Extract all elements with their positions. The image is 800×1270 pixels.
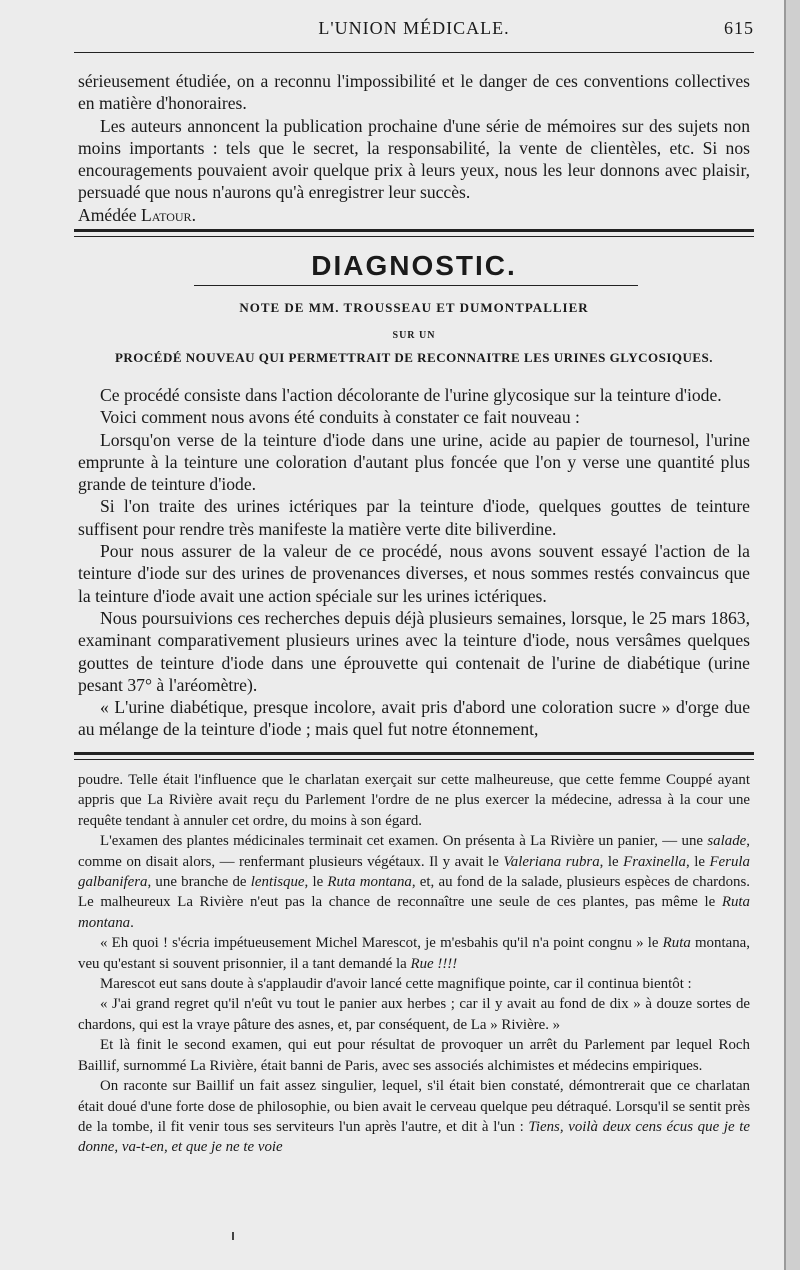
text-run: montana, veu qu'estant si souvent prisonnier, il a tant demandé la (78, 935, 750, 972)
text-run: On raconte sur Baillif un fait assez singulier, lequel, s'il était bien constaté, démontrerait que ce charlatan était doué d'une forte dose de philosophie, ou bien avait le cerveau quelque peu détraqué. Lorsqu'il se sentit près de la tombe, il fit venir tous ses serviteurs l'un après l'autre, et dit à l'un : (78, 1078, 750, 1135)
section-rule-thick (74, 229, 754, 232)
note-subtitle: PROCÉDÉ NOUVEAU QUI PERMETTRAIT DE RECONNAITRE LES URINES GLYCOSIQUES. (114, 350, 714, 365)
section-rule-thin (74, 236, 754, 237)
text-run: « Eh quoi ! s'écria impétueusement Michel Marescot, je m'esbahis qu'il n'a point congnu » le (100, 935, 663, 952)
text-run: , le (599, 853, 624, 870)
italic-run: Fraxinella (623, 853, 686, 870)
running-title: L'UNION MÉDICALE. (318, 18, 510, 38)
section-heading: DIAGNOSTIC. (311, 250, 517, 281)
italic-run: Ferula galbanifera (78, 853, 750, 891)
header-rule (74, 52, 754, 53)
top-paragraph-2: Les auteurs annoncent la publication prochaine d'une série de mémoires sur des sujets non moins importants : tels que le secret, la responsabilité, la vente de clientèles, etc. Si nos encouragements pouvaient avoir quelque prix à leurs yeux, nous les leur donnons avec plaisir, persuadé que nous n'aurons qu'à enregistrer leur succès. (78, 115, 750, 203)
text-run: , une branche de (147, 874, 251, 891)
note-title: NOTE DE MM. TROUSSEAU ET DUMONTPALLIER (239, 300, 589, 315)
italic-run: Valeriana rubra (503, 853, 600, 870)
ink-mark (232, 1232, 234, 1240)
article-paragraph-6: Nous poursuivions ces recherches depuis déjà plusieurs semaines, lorsque, le 25 mars 1863, examinant comparativement plusieurs urines avec la teinture d'iode, nous versâmes quelques gouttes de teinture d'iode dans une éprouvette qui contenait de l'urine de diabétique (urine pesant 37° à l'aréomètre). (78, 607, 750, 695)
article-paragraph-7: « L'urine diabétique, presque incolore, avait pris d'abord une coloration sucre » d'orge due au mélange de la teinture d'iode ; mais quel fut notre étonnement, (78, 697, 750, 740)
top-paragraph-1: sérieusement étudiée, on a reconnu l'impossibilité et le danger de ces conventions collectives en matière d'honoraires. (78, 71, 750, 114)
italic-run: Ruta montana (327, 874, 412, 891)
feuilleton-rule-thin (74, 759, 754, 760)
article-paragraph-2: Voici comment nous avons été conduits à constater ce fait nouveau : (100, 407, 580, 428)
running-head (74, 18, 754, 46)
feuilleton-paragraph-4: Marescot eut sans doute à s'applaudir d'avoir lancé cette magnifique pointe, car il continua bientôt : (100, 976, 692, 993)
signature (78, 204, 750, 226)
text-run: , le (685, 853, 710, 870)
article-paragraph-5: Pour nous assurer de la valeur de ce procédé, nous avons souvent essayé l'action de la teinture d'iode sur des urines de provenances diverses, et nous sommes restés convaincus que la teinture d'iode avait une action spéciale sur les urines ictériques. (78, 541, 750, 606)
feuilleton-paragraph-5: « J'ai grand regret qu'il n'eût vu tout le panier aux herbes ; car il y avait au fond de dix » à douze sortes de chardons, qui est la vraye pâture des asnes, et, par conséquent, de La » Rivière. » (78, 996, 750, 1033)
italic-run: Tiens, voilà deux cens écus que je te donne, va-t-en, et que je ne te voie (78, 1118, 750, 1156)
feuilleton (78, 770, 750, 1158)
text-run: , comme on disait alors, — renfermant plusieurs végétaux. Il y avait le (78, 833, 750, 870)
feuilleton-paragraph-1: poudre. Telle était l'influence que le charlatan exerçait sur cette malheureuse, que cette femme Couppé ayant appris que La Rivière avait reçu du Parlement l'ordre de ne plus exercer la médecine, adressa à la cour une requête tendant à annuler cet ordre, du moins à son égard. (78, 772, 750, 829)
article-paragraph-1: Ce procédé consiste dans l'action décolorante de l'urine glycosique sur la teinture d'iode. (100, 385, 722, 405)
text-run: . (130, 914, 134, 931)
heading-underline (194, 285, 638, 286)
text-run: , le (304, 874, 328, 891)
top-section (78, 70, 750, 226)
text-run: L'examen des plantes médicinales terminait cet examen. On présenta à La Rivière un panier, — une (100, 833, 708, 850)
signature-last-name: Latour. (141, 204, 196, 225)
feuilleton-rule-thick (74, 752, 754, 755)
note-connector: SUR UN (392, 330, 436, 341)
page-number: 615 (724, 18, 754, 38)
italic-run: lentisque (250, 874, 305, 891)
feuilleton-paragraph-6: Et là finit le second examen, qui eut pour résultat de provoquer un arrêt du Parlement par lequel Roch Baillif, surnommé La Rivière, était banni de Paris, avec ses associés alchimistes et médecins empiriques. (78, 1037, 750, 1074)
article-body (78, 384, 750, 741)
feuilleton-paragraph-2 (78, 831, 750, 933)
italic-run: Ruta (662, 935, 691, 952)
feuilleton-paragraph-7 (78, 1076, 750, 1158)
text-run: , et, au fond de la salade, plusieurs espèces de chardons. Le malheureux La Rivière n'eut pas la chance de reconnaître une seule de ces plantes, pas même le (78, 874, 750, 911)
article-paragraph-3: Lorsqu'on verse de la teinture d'iode dans une urine, acide au papier de tournesol, l'urine emprunte à la teinture une coloration d'autant plus foncée que l'on y verse une quantité plus grande de teinture d'iode. (78, 429, 750, 495)
signature-first-name: Amédée (78, 204, 137, 225)
feuilleton-paragraph-3 (78, 933, 750, 974)
italic-run: Rue !!!! (410, 955, 458, 972)
article-paragraph-4: Si l'on traite des urines ictériques par la teinture d'iode, quelques gouttes de teinture suffisent pour rendre très manifeste la matière verte dite biliverdine. (78, 496, 750, 539)
italic-run: salade (707, 833, 747, 850)
scan-gutter (786, 0, 800, 1270)
italic-run: Ruta montana (78, 894, 750, 931)
